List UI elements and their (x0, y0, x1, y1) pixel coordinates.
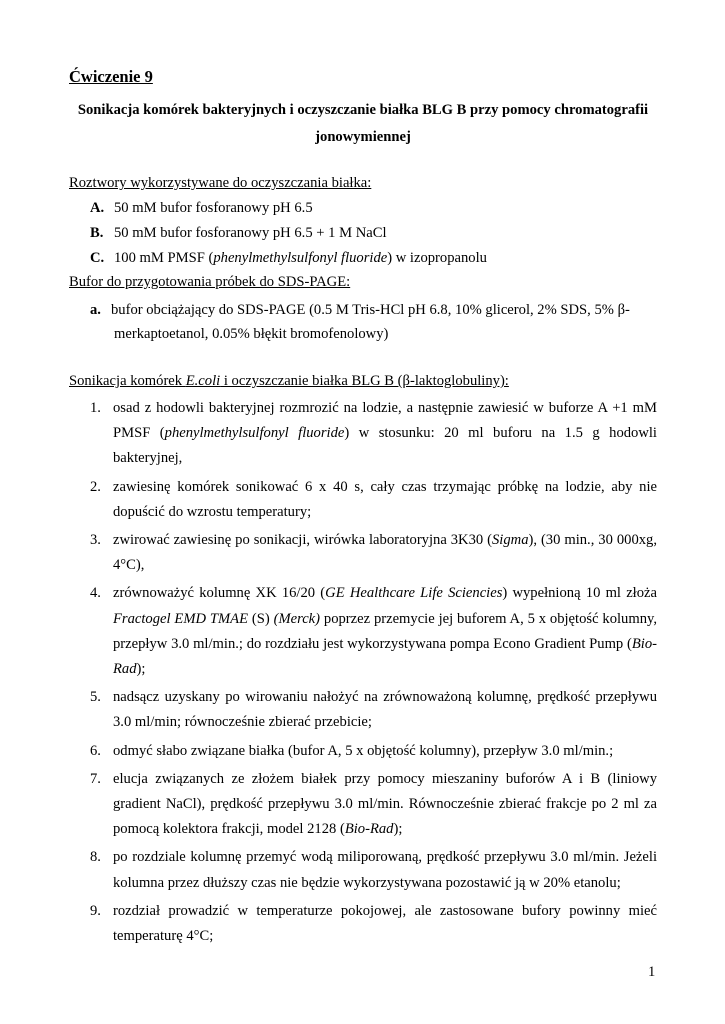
step-number: 1. (90, 400, 101, 416)
step-text: zwirować zawiesinę po sonikacji, wirówka laboratoryjna 3K30 ( (113, 532, 492, 549)
procedure-heading-post: i oczyszczanie białka BLG B (β-laktoglobuliny): (220, 373, 509, 389)
step-text: ) w stosunku: 20 ml buforu na 1.5 g hodowli bakteryjnej, (113, 425, 657, 467)
step-text: odmyć słabo związane białka (bufor A, 5 x objętość kolumny), przepływ 3.0 ml/min.; (113, 742, 614, 759)
procedure-step (69, 899, 657, 949)
step-number: 4. (90, 585, 101, 602)
step-number: 8. (90, 849, 101, 866)
step-text: elucja związanych ze złożem białek przy pomocy mieszaniny buforów A i B (liniowy gradient NaCl), prędkość przepływu 3.0 ml/min. Równocześnie zbierać frakcje po 2 ml za pomocą kolektora frakcji, model 2128 ( (113, 770, 657, 838)
procedure-step (69, 396, 657, 472)
step-text: ); (393, 821, 403, 838)
step-text-italic: (Merck) (273, 610, 321, 627)
procedure-step (69, 845, 657, 895)
solution-text (114, 246, 487, 271)
sds-buffer-text-line1: bufor obciążający do SDS-PAGE (0.5 M Tris-HCl pH 6.8, 10% glicerol, 2% SDS, 5% β- (111, 302, 630, 318)
solution-text-pre: 100 mM PMSF ( (114, 250, 214, 266)
step-text-italic: GE Healthcare Life Sciencies (325, 585, 503, 602)
step-text-italic: Bio-Rad (113, 635, 657, 678)
page-number: 1 (648, 964, 656, 980)
step-text: (S) (248, 610, 274, 627)
procedure-step (69, 581, 657, 682)
solution-text-italic: phenylmethylsulfonyl fluoride (213, 250, 388, 266)
solution-text: 50 mM bufor fosforanowy pH 6.5 + 1 M NaCl (114, 225, 387, 241)
step-text: ), (30 min., 30 000xg, 4°C), (113, 532, 657, 574)
step-number: 9. (90, 902, 101, 919)
step-number: 2. (90, 478, 101, 495)
solution-text: 50 mM bufor fosforanowy pH 6.5 (114, 200, 313, 216)
step-text: zawiesinę komórek sonikować 6 x 40 s, cały czas trzymając próbkę na lodzie, aby nie dopuścić do wzrostu temperatury; (113, 478, 657, 520)
step-text-italic: Sigma (492, 532, 529, 549)
step-text: osad z hodowli bakteryjnej rozmrozić na lodzie, a następnie zawiesić w buforze A +1 mM PMSF ( (113, 400, 657, 442)
procedure-heading-pre: Sonikacja komórek (69, 373, 186, 389)
procedure-heading (69, 373, 509, 390)
solution-label: A. (90, 200, 105, 216)
procedure-step (69, 739, 657, 764)
step-text-italic: Bio-Rad (344, 821, 394, 838)
procedure-step (69, 528, 657, 578)
procedure-heading-italic: E.coli (185, 373, 221, 389)
step-text: ) wypełnioną 10 ml złoża (502, 585, 657, 602)
step-text: nadsącz uzyskany po wirowaniu nałożyć na zrównoważoną kolumnę, prędkość przepływu 3.0 ml/min; równocześnie zbierać przebicie; (113, 689, 657, 731)
solution-label: C. (90, 250, 105, 266)
step-text-italic: Fractogel EMD TMAE (113, 610, 248, 627)
step-text: ); (136, 661, 146, 678)
step-text: rozdział prowadzić w temperaturze pokojowej, ale zastosowane bufory powinny mieć temperaturę 4°C; (113, 902, 657, 945)
solution-text-post: ) w izopropanolu (387, 250, 487, 266)
step-number: 7. (90, 770, 101, 787)
step-number: 6. (90, 742, 101, 759)
procedure-step (69, 685, 657, 735)
step-text-italic: phenylmethylsulfonyl fluoride (164, 425, 345, 442)
procedure-step (69, 475, 657, 525)
procedure-step (69, 767, 657, 843)
procedure-steps-list (69, 396, 657, 949)
step-text: poprzez przemycie jej buforem A, 5 x objętość kolumny, przepływ 3.0 ml/min.; do rozdziału jest wykorzystywana pompa Econo Gradient Pump ( (113, 610, 658, 652)
sds-buffer-heading: Bufor do przygotowania próbek do SDS-PAGE: (69, 274, 351, 290)
solution-label: B. (90, 225, 104, 241)
sds-buffer-text-line2: merkaptoetanol, 0.05% błękit bromofenolowy) (114, 326, 389, 342)
sds-buffer-label: a. (90, 302, 101, 318)
step-number: 5. (90, 689, 101, 706)
step-text: zrównoważyć kolumnę XK 16/20 ( (113, 585, 326, 602)
solutions-heading: Roztwory wykorzystywane do oczyszczania białka: (69, 175, 372, 191)
page-subtitle: Sonikacja komórek bakteryjnych i oczyszczanie białka BLG B przy pomocy chromatografii jonowymiennej (77, 102, 649, 145)
page-title: Ćwiczenie 9 (69, 67, 153, 86)
step-number: 3. (90, 532, 101, 549)
step-text: po rozdziale kolumnę przemyć wodą miliporowaną, prędkość przepływu 3.0 ml/min. Jeżeli kolumna przez dłuższy czas nie będzie wykorzystywana pozostawić ją w 20% etanolu; (113, 849, 657, 891)
